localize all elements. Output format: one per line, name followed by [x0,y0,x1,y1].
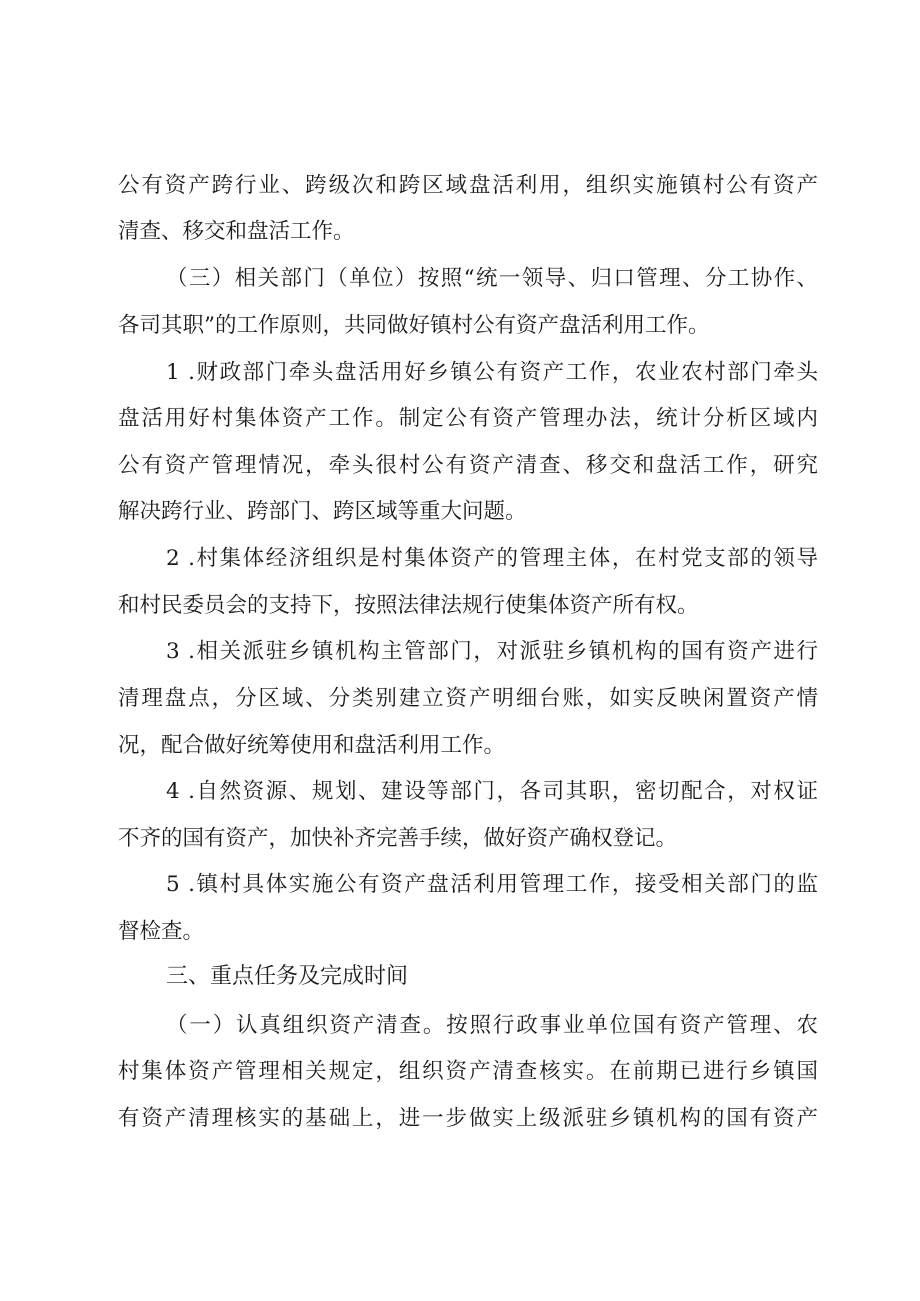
paragraph-line: 5 .镇村具体实施公有资产盘活利用管理工作，接受相关部门的监 [166,872,818,897]
paragraph-line: （一）认真组织资产清查。按照行政事业单位国有资产管理、农 [166,1013,818,1038]
paragraph-line: 2 .村集体经济组织是村集体资产的管理主体，在村党支部的领导 [166,546,818,571]
section-heading: 三、重点任务及完成时间 [166,964,409,989]
paragraph-line: （三）相关部门（单位）按照“统一领导、归口管理、分工协作、 [166,266,818,291]
paragraph-line: 解决跨行业、跨部门、跨区域等重大问题。 [118,499,527,524]
paragraph-line: 清查、移交和盘活工作。 [118,219,355,244]
paragraph-line: 各司其职”的工作原则，共同做好镇村公有资产盘活利用工作。 [118,313,710,338]
paragraph-line: 4 .自然资源、规划、建设等部门，各司其职，密切配合，对权证 [166,779,818,804]
paragraph-line: 有资产清理核实的基础上，进一步做实上级派驻乡镇机构的国有资产 [118,1106,818,1131]
paragraph-line: 3 .相关派驻乡镇机构主管部门，对派驻乡镇机构的国有资产进行 [166,639,818,664]
paragraph-line: 1 .财政部门牵头盘活用好乡镇公有资产工作，农业农村部门牵头 [166,360,818,385]
paragraph-line: 公有资产跨行业、跨级次和跨区域盘活利用，组织实施镇村公有资产 [118,173,818,198]
paragraph-line: 和村民委员会的支持下，按照法律法规行使集体资产所有权。 [118,593,699,618]
paragraph-line: 不齐的国有资产，加快补齐完善手续，做好资产确权登记。 [118,826,678,851]
paragraph-line: 盘活用好村集体资产工作。制定公有资产管理办法，统计分析区域内 [118,406,818,431]
paragraph-line: 村集体资产管理相关规定，组织资产清查核实。在前期已进行乡镇国 [118,1059,818,1084]
paragraph-line: 督检查。 [118,919,205,944]
paragraph-line: 公有资产管理情况，牵头很村公有资产清查、移交和盘活工作，研究 [118,453,818,478]
paragraph-line: 况，配合做好统筹使用和盘活利用工作。 [118,733,506,758]
paragraph-line: 清理盘点，分区域、分类别建立资产明细台账，如实反映闲置资产情 [118,686,818,711]
